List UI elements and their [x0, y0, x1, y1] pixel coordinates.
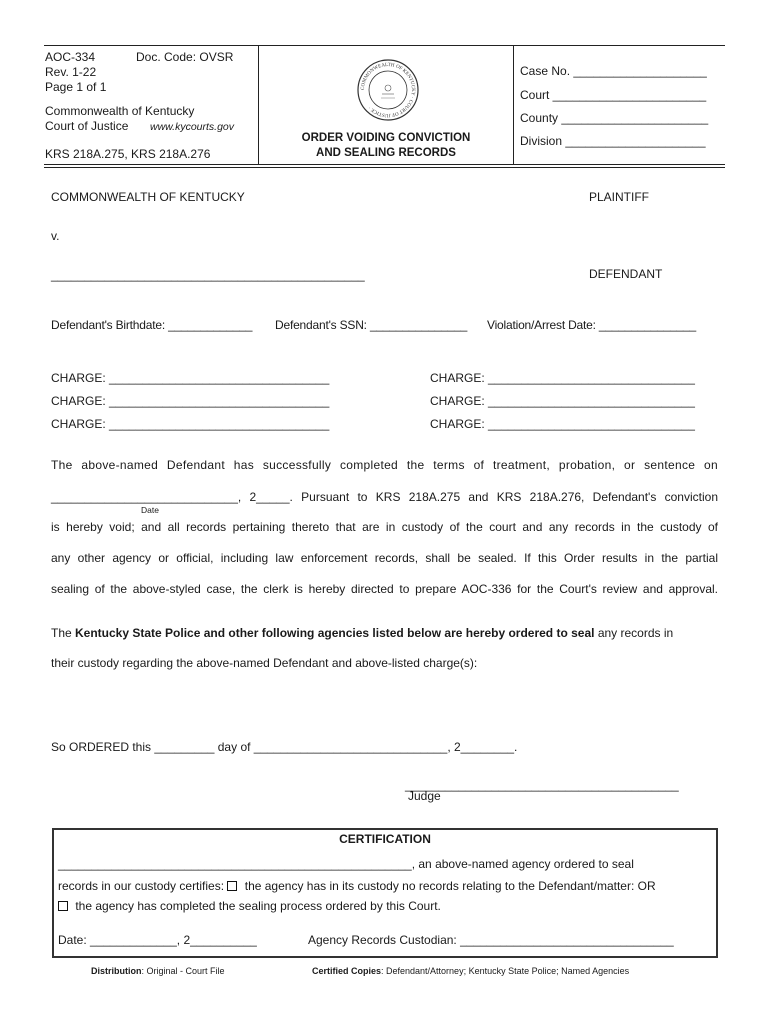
charge-left-2[interactable]: CHARGE: _________________________________	[51, 394, 330, 408]
court-of-justice-label: Court of Justice	[45, 119, 129, 133]
defendant-name-field[interactable]: _______________________________________________	[51, 268, 365, 282]
header-bottom-rule-1	[44, 164, 725, 165]
header-bottom-rule-2	[44, 167, 725, 168]
agency-order-line1: The Kentucky State Police and other following agencies listed below are hereby ordered to seal any records in	[51, 626, 674, 640]
court-field[interactable]: Court _______________________	[520, 88, 707, 102]
header-divider-right	[513, 45, 514, 165]
custodian-field[interactable]: Agency Records Custodian: ________________________________	[308, 933, 674, 947]
order-paragraph-line5: sealing of the above-styled case, the clerk is hereby directed to prepare AOC-336 for the Court's review and approval.	[51, 582, 718, 596]
plaintiff-label: PLAINTIFF	[589, 190, 650, 204]
agency-order-line2: their custody regarding the above-named Defendant and above-listed charge(s):	[51, 656, 478, 670]
violation-date-field[interactable]: Violation/Arrest Date: _______________	[487, 318, 697, 332]
date-caption: Date	[141, 505, 159, 515]
so-ordered-line[interactable]: So ORDERED this _________ day of _____________________________, 2________.	[51, 740, 518, 754]
plaintiff-name: COMMONWEALTH OF KENTUCKY	[51, 190, 245, 204]
commonwealth-label: Commonwealth of Kentucky	[45, 104, 195, 118]
defendant-label: DEFENDANT	[589, 267, 663, 281]
certified-copies-note: Certified Copies: Defendant/Attorney; Kentucky State Police; Named Agencies	[312, 966, 630, 976]
form-title-line1: ORDER VOIDING CONVICTION	[301, 132, 471, 144]
charge-left-1[interactable]: CHARGE: _________________________________	[51, 371, 330, 385]
certification-agency-line[interactable]: _____________________________________________________, an above-named agency ordered to seal	[58, 857, 634, 871]
versus: v.	[51, 229, 60, 243]
case-no-field[interactable]: Case No. ____________________	[520, 64, 707, 78]
form-title-line2: AND SEALING RECORDS	[316, 147, 456, 159]
website-link[interactable]: www.kycourts.gov	[150, 121, 235, 133]
doc-code: Doc. Code: OVSR	[136, 50, 234, 64]
kentucky-seal-icon	[356, 58, 420, 122]
svg-text:COMMONWEALTH OF KENTUCKY · COU: COMMONWEALTH OF KENTUCKY · COURT OF JUSTICE ·	[360, 62, 416, 118]
charge-right-1[interactable]: CHARGE: _______________________________	[430, 371, 695, 385]
ssn-field[interactable]: Defendant's SSN: _______________	[275, 318, 468, 332]
form-number: AOC-334	[45, 50, 96, 64]
certification-title: CERTIFICATION	[339, 832, 431, 846]
county-field[interactable]: County ______________________	[520, 111, 709, 125]
agency-order-bold: Kentucky State Police and other following agencies listed below are hereby ordered to seal	[75, 626, 595, 640]
page-number: Page 1 of 1	[45, 80, 107, 94]
order-paragraph-line2: ____________________________, 2_____. Pursuant to KRS 218A.275 and KRS 218A.276, Defendant's conviction	[51, 490, 718, 504]
birthdate-field[interactable]: Defendant's Birthdate: _____________	[51, 318, 253, 332]
certification-line3: the agency has completed the sealing process ordered by this Court.	[58, 899, 441, 913]
charge-right-3[interactable]: CHARGE: _______________________________	[430, 417, 695, 431]
revision: Rev. 1-22	[45, 65, 97, 79]
division-field[interactable]: Division _____________________	[520, 134, 706, 148]
judge-label: Judge	[408, 789, 441, 803]
header-top-rule	[44, 45, 725, 46]
charge-left-3[interactable]: CHARGE: _________________________________	[51, 417, 330, 431]
judge-signature-line[interactable]: _________________________________________	[405, 778, 679, 792]
order-paragraph-line4: any other agency or official, including law enforcement records, shall be sealed. If this Order results in the partial	[51, 551, 718, 565]
no-records-checkbox[interactable]	[227, 881, 237, 891]
order-paragraph-line1: The above-named Defendant has successfully completed the terms of treatment, probation, or sentence on	[51, 458, 718, 472]
order-paragraph-line3: is hereby void; and all records pertaining thereto that are in custody of the court and any records in the custody of	[51, 520, 718, 534]
charge-right-2[interactable]: CHARGE: _______________________________	[430, 394, 695, 408]
certification-date-field[interactable]: Date: _____________, 2__________	[58, 933, 257, 947]
sealing-complete-checkbox[interactable]	[58, 901, 68, 911]
distribution-note: Distribution: Original - Court File	[91, 966, 225, 976]
certification-line2: records in our custody certifies: the agency has in its custody no records relating to the Defendant/matter: OR	[58, 879, 656, 893]
statutes: KRS 218A.275, KRS 218A.276	[45, 147, 211, 161]
